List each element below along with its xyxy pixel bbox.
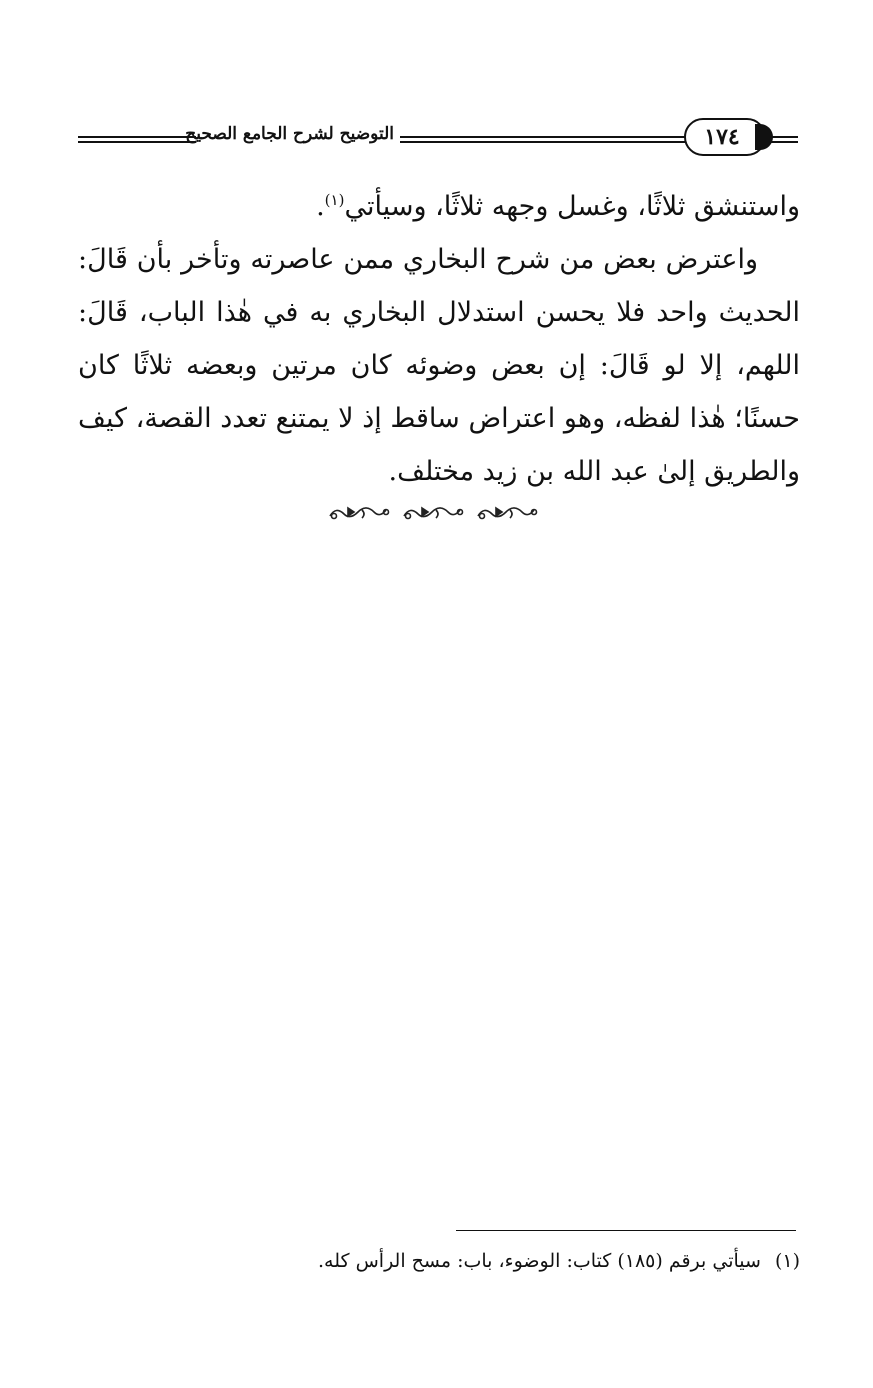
running-header <box>72 116 804 164</box>
running-title: التوضيح لشرح الجامع الصحيح <box>185 124 394 144</box>
ornament-divider-icon <box>320 500 556 526</box>
paragraph-1-text: واستنشق ثلاثًا، وغسل وجهه ثلاثًا، وسيأتي <box>344 191 800 222</box>
header-rule-right <box>762 136 798 143</box>
footnote <box>150 1246 800 1276</box>
footnote-marker: (١) <box>774 1250 800 1272</box>
footnote-separator <box>456 1230 796 1231</box>
page-number-frame <box>684 118 766 156</box>
header-rule-left <box>78 136 196 143</box>
footnote-reference[interactable]: (١) <box>324 191 345 209</box>
paragraph-2: واعترض بعض من شرح البخاري ممن عاصرته وتأخر بأن قَالَ: الحديث واحد فلا يحسن استدلال البخاري به في هٰذا الباب، قَالَ: اللهم، إلا لو قَالَ: إن بعض وضوئه كان مرتين وبعضه ثلاثًا كان حسنًا؛ هٰذا لفظه، وهو اعتراض ساقط إذ لا يمتنع تعدد القصة، كيف والطريق إلىٰ عبد الله بن زيد مختلف. <box>78 244 800 487</box>
main-text <box>78 180 800 498</box>
footnote-text: سيأتي برقم (١٨٥) كتاب: الوضوء، باب: مسح الرأس كله. <box>318 1250 761 1272</box>
paragraph-1-end: . <box>316 191 325 222</box>
page-number: ١٧٤ <box>704 124 740 150</box>
paragraph-1 <box>78 180 800 233</box>
